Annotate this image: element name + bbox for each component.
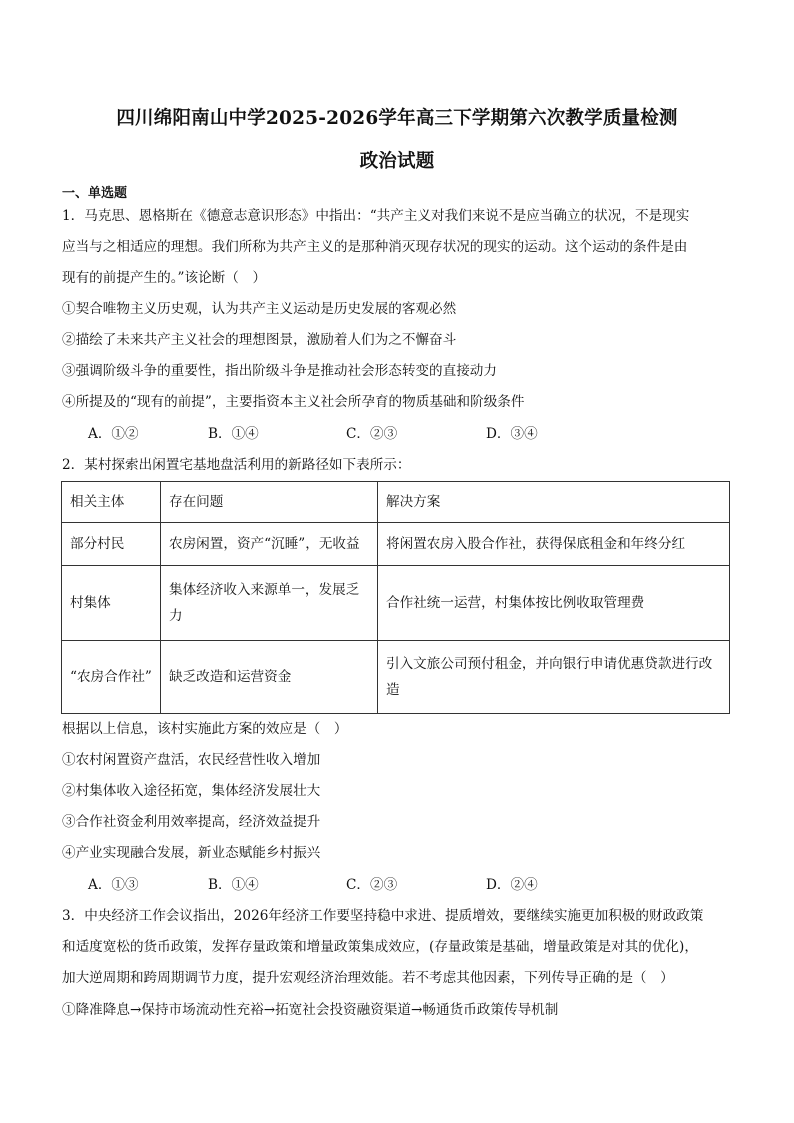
q1-statement-2: ②描绘了未来共产主义社会的理想图景，激励着人们为之不懈奋斗 [62,332,457,348]
q1-option-d[interactable]: D．③④ [486,426,538,442]
table-cell: 部分村民 [62,523,161,566]
q3-statement-1: ①降准降息→保持市场流动性充裕→拓宽社会投资融资渠道→畅通货币政策传导机制 [62,1002,559,1018]
table-cell: “农房合作社” [62,641,161,714]
q2-statement-4: ④产业实现融合发展，新业态赋能乡村振兴 [62,845,321,861]
table-cell: 合作社统一运营，村集体按比例收取管理费 [378,566,730,641]
q1-statement-1: ①契合唯物主义历史观，认为共产主义运动是历史发展的客观必然 [62,301,457,317]
q1-statement-4: ④所提及的“现有的前提”，主要指资本主义社会所孕育的物质基础和阶级条件 [62,394,525,410]
table-cell: 村集体 [62,566,161,641]
q2-statement-1: ①农村闲置资产盘活，农民经营性收入增加 [62,752,321,768]
q2-option-a[interactable]: A．①③ [88,877,139,893]
q2-option-d[interactable]: D．②④ [486,877,538,893]
table-row [62,566,730,641]
q1-option-c[interactable]: C．②③ [346,426,398,442]
table-row [62,641,730,714]
q1-stem-line-2: 应当与之相适应的理想。我们所称为共产主义的是那种消灭现存状况的现实的运动。这个运动的条件是由 [62,239,688,255]
table-row [62,523,730,566]
table-header-cell: 相关主体 [62,482,161,523]
table-header-cell: 解决方案 [378,482,730,523]
exam-title: 四川绵阳南山中学2025-2026学年高三下学期第六次教学质量检测 [116,108,678,129]
q2-statement-2: ②村集体收入途径拓宽，集体经济发展壮大 [62,783,321,799]
q2-option-b[interactable]: B．①④ [208,877,259,893]
table-cell: 引入文旅公司预付租金，并向银行申请优惠贷款进行改造 [378,641,730,714]
q3-stem-line-2: 和适度宽松的货币政策，发挥存量政策和增量政策集成效应，(存量政策是基础，增量政策是对其的优化)， [62,939,698,955]
q1-option-b[interactable]: B．①④ [208,426,259,442]
table-cell: 集体经济收入来源单一，发展乏力 [161,566,378,641]
table-cell: 缺乏改造和运营资金 [161,641,378,714]
q2-stem: 根据以上信息，该村实施此方案的效应是（ ） [62,721,348,737]
q1-option-a[interactable]: A．①② [88,426,139,442]
q1-stem-line-3: 现有的前提产生的。”该论断（ ） [62,270,267,286]
table-header-row [62,482,730,523]
section-heading: 一、单选题 [62,186,128,201]
table-cell: 将闲置农房入股合作社，获得保底租金和年终分红 [378,523,730,566]
q2-intro: 2．某村探索出闲置宅基地盘活利用的新路径如下表所示： [62,457,411,473]
q3-stem-line-1: 3．中央经济工作会议指出，2026年经济工作要坚持稳中求进、提质增效，要继续实施更加积极的财政政策 [62,908,704,924]
q3-stem-line-3: 加大逆周期和跨周期调节力度，提升宏观经济治理效能。若不考虑其他因素，下列传导正确的是（ ） [62,970,674,986]
q2-statement-3: ③合作社资金利用效率提高，经济效益提升 [62,814,321,830]
table-cell: 农房闲置，资产“沉睡”，无收益 [161,523,378,566]
table-header-cell: 存在问题 [161,482,378,523]
exam-subtitle: 政治试题 [359,151,435,172]
q1-stem-line-1: 1．马克思、恩格斯在《德意志意识形态》中指出：“共产主义对我们来说不是应当确立的状况，不是现实 [62,208,690,224]
q2-option-c[interactable]: C．②③ [346,877,398,893]
q1-statement-3: ③强调阶级斗争的重要性，指出阶级斗争是推动社会形态转变的直接动力 [62,363,497,379]
q2-table [61,481,730,714]
